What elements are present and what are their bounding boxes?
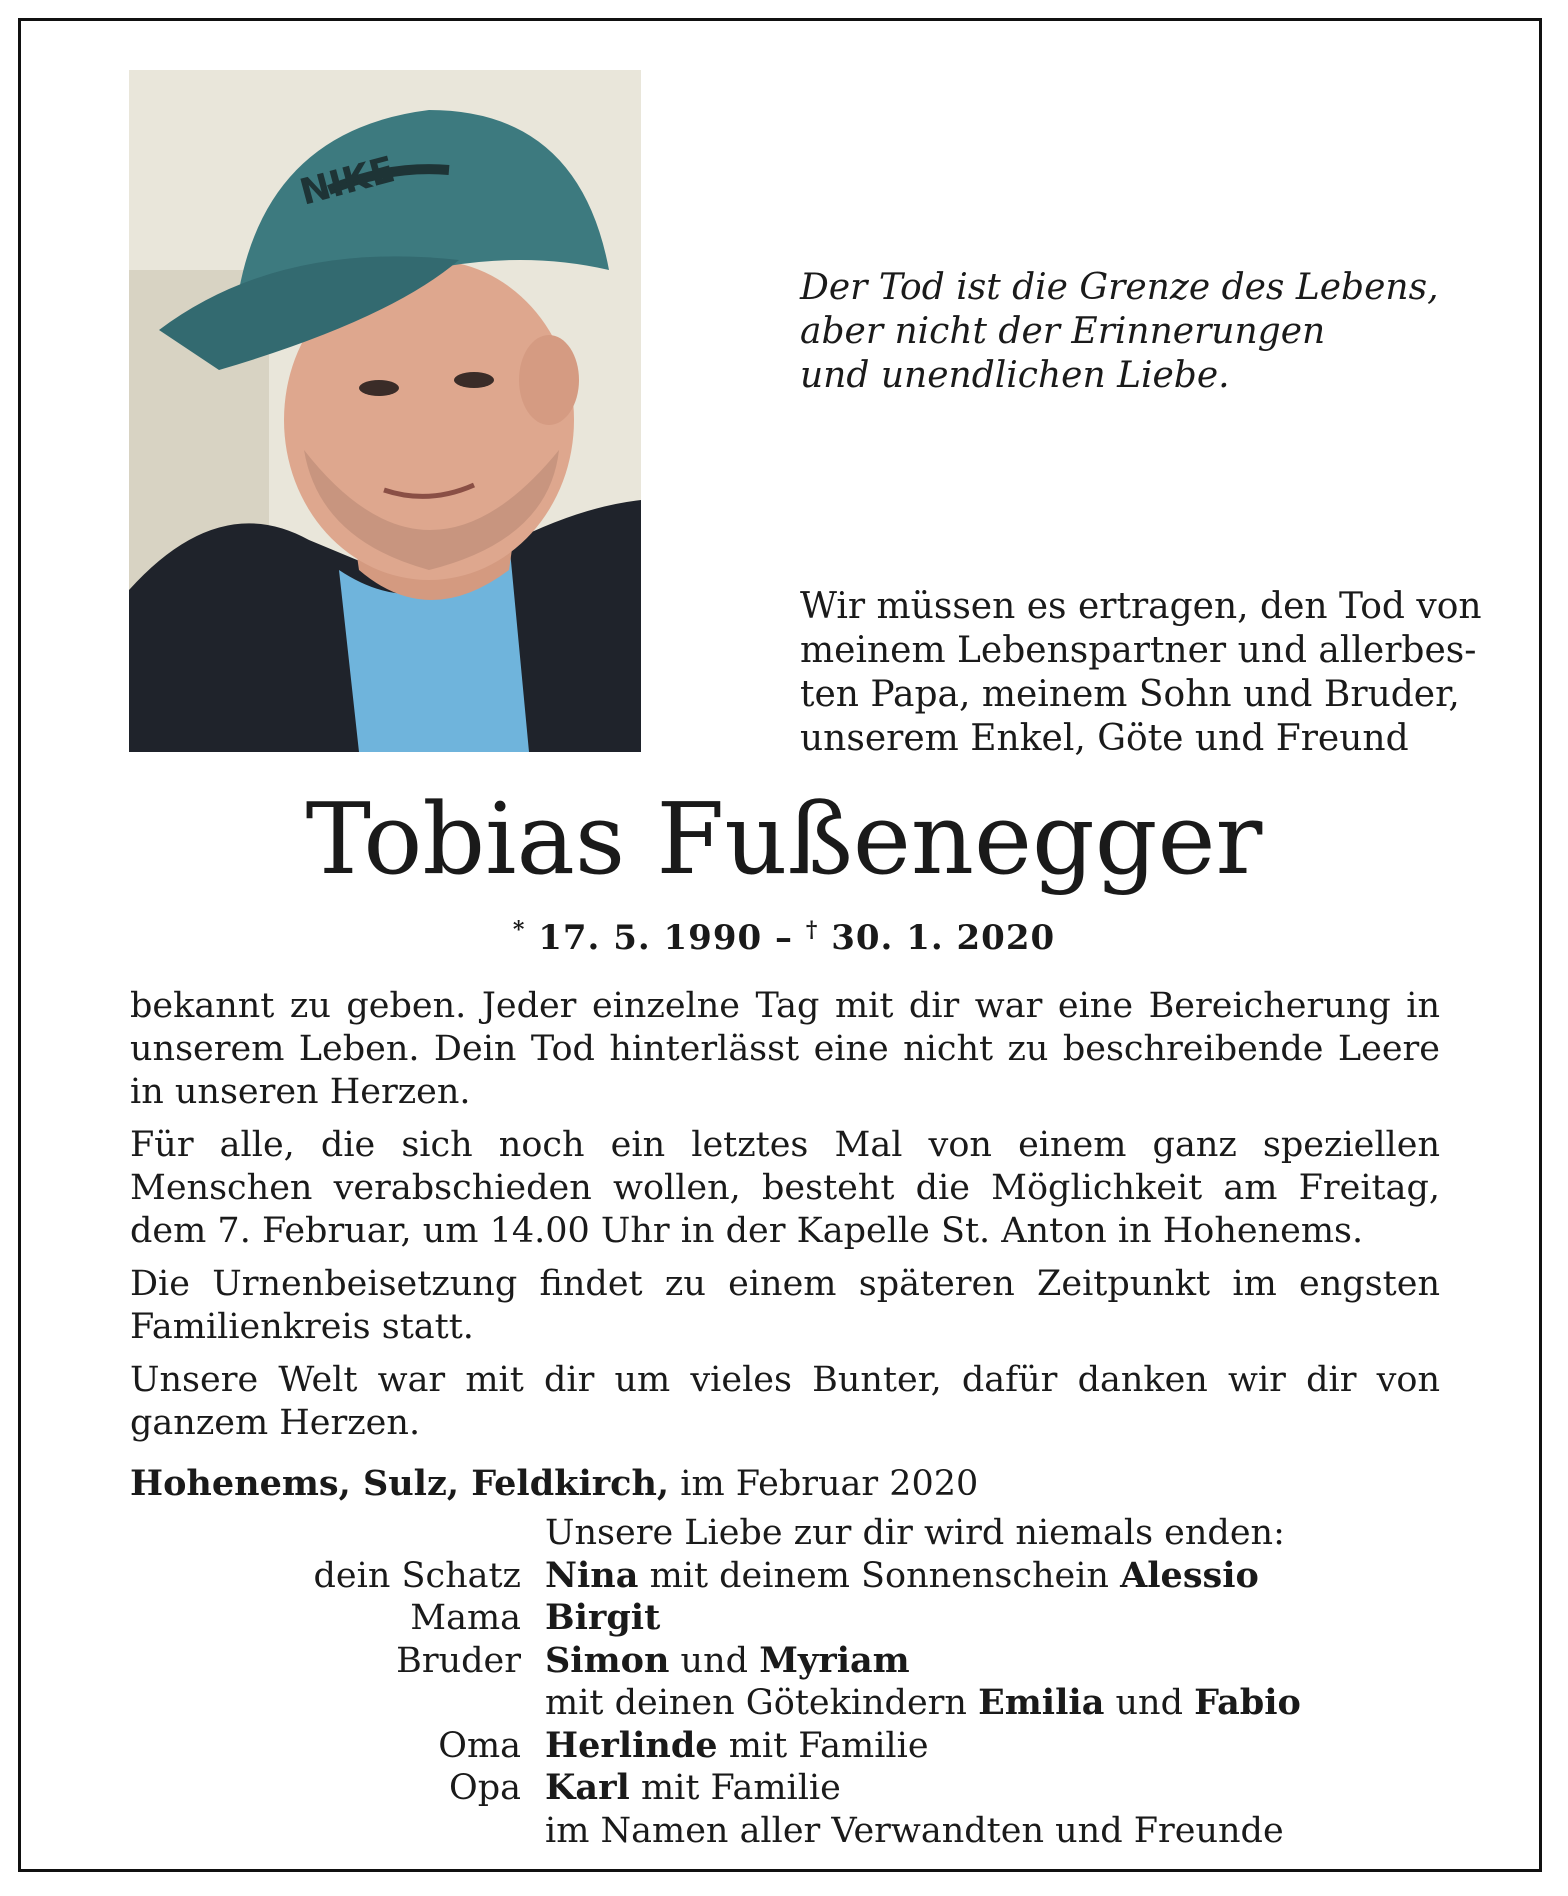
signoff-text: mit Familie	[728, 1725, 929, 1766]
signoff-text: mit deinem Sonnenschein	[649, 1555, 1109, 1596]
place-names: Hohenems, Sulz, Feldkirch,	[130, 1463, 670, 1504]
relation-label: Oma	[438, 1725, 521, 1766]
quote-line: aber nicht der Erinnerungen	[800, 311, 1326, 352]
signoff-row	[130, 1597, 1440, 1640]
family-signoff	[130, 1512, 1440, 1852]
relation-label	[130, 1682, 545, 1725]
deceased-name: Tobias Fußenegger	[305, 783, 1263, 897]
body-paragraph: Unsere Welt war mit dir um vieles Bunter, dafür danken wir dir von ganzem Herzen.	[130, 1360, 1440, 1443]
family-name: Herlinde	[545, 1724, 718, 1766]
family-name: Emilia	[978, 1682, 1105, 1723]
birth-date: 17. 5. 1990	[538, 918, 763, 958]
signoff-row	[130, 1640, 1440, 1683]
memorial-quote	[800, 266, 1500, 398]
signoff-row	[130, 1767, 1440, 1810]
family-name: Birgit	[545, 1597, 661, 1638]
signoff-heading: Unsere Liebe zur dir wird niemals enden:	[545, 1513, 1285, 1553]
family-name: Alessio	[1120, 1554, 1259, 1596]
life-dates	[0, 908, 1568, 960]
signoff-row	[130, 1682, 1440, 1725]
relation-label: Opa	[449, 1768, 521, 1808]
signoff-text: und	[680, 1640, 749, 1681]
portrait-photo	[129, 70, 641, 752]
announcement-intro	[800, 585, 1500, 761]
relation-label: Bruder	[396, 1640, 521, 1681]
relation-label: Mama	[410, 1598, 521, 1638]
quote-line: und unendlichen Liebe.	[800, 355, 1230, 396]
body-paragraph: bekannt zu geben. Jeder einzelne Tag mit dir war eine Bereicherung in unserem Leben. Dein Tod hinterlässt eine nicht zu beschreibende Leere in unseren Herzen.	[130, 986, 1440, 1112]
signoff-text: mit Familie	[640, 1768, 841, 1808]
signoff-closing-row	[130, 1810, 1440, 1853]
date-separator: –	[775, 918, 793, 958]
death-date: 30. 1. 2020	[831, 918, 1056, 958]
family-name: Fabio	[1194, 1682, 1301, 1723]
quote-line: Der Tod ist die Grenze des Lebens,	[800, 267, 1439, 308]
family-name: Simon	[545, 1639, 670, 1681]
signoff-heading-row	[130, 1512, 1440, 1555]
signoff-closing: im Namen aller Verwandten und Freunde	[545, 1810, 1284, 1851]
signoff-text: und	[1115, 1683, 1184, 1723]
birth-symbol: *	[512, 917, 526, 943]
death-symbol: †	[805, 917, 819, 943]
place-date-line	[130, 1462, 1440, 1506]
intro-line: meinem Lebenspartner und allerbes-	[800, 630, 1477, 671]
signoff-row	[130, 1555, 1440, 1598]
body-paragraph: Für alle, die sich noch ein letztes Mal von einem ganz speziellen Menschen verabschieden wollen, besteht die Möglichkeit am Freitag, dem 7. Februar, um 14.00 Uhr in der Kapelle St. Anton in Hohenems.	[130, 1125, 1440, 1251]
signoff-text: mit deinen Götekindern	[545, 1683, 967, 1723]
intro-line: unserem Enkel, Göte und Freund	[800, 718, 1409, 759]
announcement-body	[130, 985, 1440, 1455]
relation-label: dein Schatz	[313, 1555, 521, 1596]
svg-text:NIKE: NIKE	[295, 149, 400, 214]
intro-line: ten Papa, meinem Sohn und Bruder,	[800, 674, 1460, 715]
family-name: Myriam	[759, 1639, 910, 1681]
intro-line: Wir müssen es ertragen, den Tod von	[800, 586, 1482, 627]
family-name: Nina	[545, 1554, 639, 1596]
body-paragraph: Die Urnenbeisetzung findet zu einem späteren Zeitpunkt im engsten Familienkreis statt.	[130, 1264, 1440, 1347]
announcement-date: im Februar 2020	[680, 1464, 979, 1504]
signoff-row	[130, 1725, 1440, 1768]
family-name: Karl	[545, 1767, 630, 1808]
